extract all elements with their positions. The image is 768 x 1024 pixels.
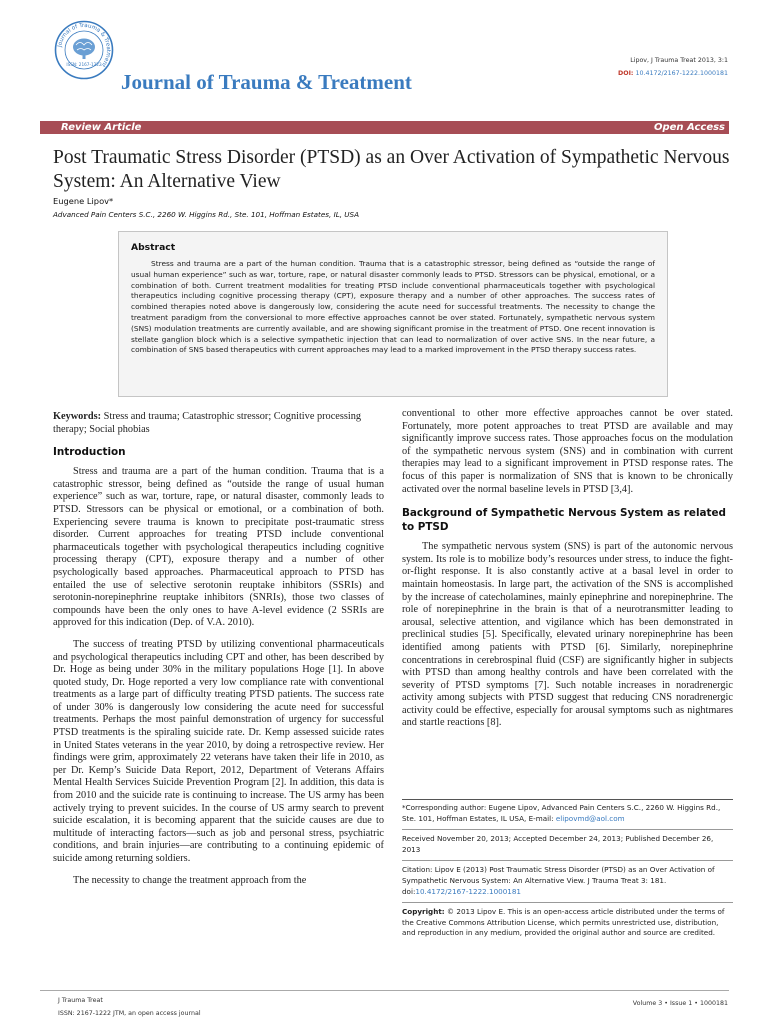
divider: [402, 829, 733, 830]
right-column: [402, 408, 733, 739]
citation-short: Lipov, J Trauma Treat 2013, 3:1: [630, 57, 728, 64]
footer-left: [58, 994, 201, 1020]
citation-doi-link[interactable]: 10.4172/2167-1222.1000181: [415, 886, 522, 896]
keywords: [53, 411, 384, 436]
abstract-heading: Abstract: [131, 242, 176, 253]
journal-title: Journal of Trauma & Treatment: [121, 70, 412, 94]
intro-paragraph-2: The success of treating PTSD by utilizing conventional pharmaceuticals and psychological therapeutics including CPT and other, has been described by Dr. Hoge as being under 30% in the military populations Hoge [1]. In above quoted study, Dr. Hoge reported a very low compliance rate with conventional treatments as a large part of difficulty treating PTSD patients. The success rate of under 30% is dangerously low considering the acute need for successful treatments. Perhaps the most painful demonstration of urgency for successful PTSD treatments is the spiraling suicide rate. Dr. Kemp assessed suicide rates in United States veterans in the year 2010, by doing a retrospective review. Her findings were grim, approximately 22 veterans have taken their life in 2010, as per Dr. Kemp’s Suicide Data Report, 2012, Department of Veterans Affairs Mental Health Services Suicide Prevention Program [2]. In addition, this data is from 2010 and the suicide rate is continuing to increase. The US army has been actively trying to prevent suicides. In the course of US army search to prevent suicide escalation, it is becoming apparent that the suicide causes are due to multitude of interacting factors—such as job and personal stress, psychiatric conditions, and brain injuries—are contributing to a continuing epidemic of suicide among returning soldiers.: [53, 638, 384, 864]
corresponding-author: *Corresponding author: Eugene Lipov, Advanced Pain Centers S.C., 2260 W. Higgins Rd., Ste. 101, Hoffman Estates, IL USA, E-mail: elipovmd@aol.com: [402, 803, 721, 823]
correspondence-box: [402, 799, 733, 944]
footer-issn: ISSN: 2167-1222 JTM, an open access journal: [58, 1010, 201, 1017]
logo-ring-text: Journal of Trauma & Treatment: [57, 22, 112, 68]
keywords-text: Stress and trauma; Catastrophic stressor; Cognitive processing therapy; Social phobias: [53, 411, 362, 435]
footer-divider: [40, 990, 729, 991]
keywords-label: Keywords:: [53, 411, 102, 422]
citation-block: Citation: Lipov E (2013) Post Traumatic Stress Disorder (PTSD) as an Over Activation of Sympathetic Nervous System: An Alternative View. J Trauma Treat 3: 181. doi:10.4172/2167-1222.1000181: [402, 865, 715, 896]
open-access-badge: Open Access: [653, 122, 725, 133]
article-meta: [618, 54, 728, 80]
divider: [402, 860, 733, 861]
article-type: Review Article: [61, 122, 142, 133]
author-affiliation: Advanced Pain Centers S.C., 2260 W. Higgins Rd., Ste. 101, Hoffman Estates, IL, USA: [53, 210, 360, 219]
footer-volume: Volume 3 • Issue 1 • 1000181: [632, 1000, 728, 1007]
doi-link[interactable]: 10.4172/2167-1222.1000181: [635, 70, 728, 77]
intro-paragraph-3-continued: conventional to other more effective approaches cannot be over stated. Fortunately, more potent approaches to treat PTSD are available and may significantly improve success rates. Those approaches focus on the modulation of the sympathetic nervous system (SNS) and in combination with current therapies may lead to a significant improvement in PTSD response rates. The focus of this paper is normalization of SNS that is known to be chronically activated over the normal baseline levels in PTSD [3,4].: [402, 408, 733, 495]
copyright-label: Copyright:: [402, 907, 445, 917]
author-name: Eugene Lipov*: [53, 196, 114, 206]
copyright-text: © 2013 Lipov E. This is an open-access article distributed under the terms of the Creative Commons Attribution License, which permits unrestricted use, distribution, and reproduction in any medium, provided the original author and source are credited.: [402, 907, 725, 938]
logo-issn: ISSN: 2167-1222: [66, 62, 102, 67]
intro-paragraph-1: Stress and trauma are a part of the human condition. Trauma that is a catastrophic stressor, being defined as “outside the range of usual human experience” such as war, torture, rape, or natural disaster, commonly leads to PTSD. Stressors can be physical or emotional, or a combination of both. Experiencing severe trauma is known to precipitate post-traumatic stress disorder. Current approaches for treating PTSD include conventional pharmaceuticals together with psychological therapeutics including cognitive processing therapy (CPT), exposure therapy and a number of other psychologically based approaches. Pharmaceutical approach to PTSD has entailed the use of selective serotonin reuptake inhibitors (SSRIs) and serotonin-norepinephrine reuptake inhibitors (SNRIs), those two classes of compounds have been the only ones to have A-level evidence (2 SSRIs are approved for this indication (Dep. of V.A. 2010).: [53, 466, 384, 629]
background-paragraph-1: The sympathetic nervous system (SNS) is part of the autonomic nervous system. Its role is to mobilize body’s resources under stress, to induce the fight-or-flight response. It is also constantly active at a basal level in order to maintain homeostasis. In large part, the activation of the SNS is accomplished by the increase of catecholamines, mainly epinephrine and norepinephrine. The role of norepinephrine in the brain is that of a neurotransmitter leading to arousal, selective attention, and vigilance which has been demonstrated in preclinical studies [5]. Specifically, elevated urinary norepinephrine has been identified among patients with PTSD [6]. Similarly, norepinephrine concentrations in cerebrospinal fluid (CSF) are significantly higher in subjects with PTSD than among healthy controls and have been correlated with the severity of PTSD symptoms [7]. Such notable increases in noradrenergic activity among subjects with PTSD suggest that reducing CNS noradrenergic activity could be effective, especially for arousal symptoms such as nightmares and startle reactions [8].: [402, 541, 733, 729]
introduction-heading: Introduction: [53, 446, 126, 459]
footer-journal: J Trauma Treat: [58, 997, 103, 1004]
doi-label: DOI:: [618, 70, 634, 77]
intro-paragraph-3: The necessity to change the treatment approach from the: [73, 874, 307, 886]
abstract-box: [118, 231, 668, 397]
left-column: [53, 411, 384, 896]
article-dates: Received November 20, 2013; Accepted December 24, 2013; Published December 26, 2013: [402, 834, 714, 854]
divider: [402, 902, 733, 903]
author-email-link[interactable]: elipovmd@aol.com: [555, 813, 625, 823]
abstract-text: Stress and trauma are a part of the human condition. Trauma that is a catastrophic stressor, being defined as “outside the range of usual human experience” such as war, torture, rape, or natural disaster commonly leads to PTSD. Stressors can be physical, emotional, or a combination of both. Current treatment modalities for treating PTSD include conventional pharmaceuticals together with psychological therapeutics including cognitive processing therapy (CPT), exposure therapy and a number of other approaches. The success rates of combined therapies noted above is dangerously low, considering the acute need for successful treatments. The necessity to change the treatment paradigm from the conversional to more effective approaches cannot be over stated. Fortunately, sympathetic nervous system (SNS) modulation treatments are currently available, and are showing significant promise in the treatment of PTSD. One recent innovation is stellate ganglion block which is a selective sympathetic injection that can lead to normalization of over active SNS. In the near future, a combination of SNS based therapeutics with current approaches may lead to a marked improvement in the PTSD therapy success rates.: [131, 259, 655, 355]
copyright-block: [402, 907, 733, 939]
paper-title: Post Traumatic Stress Disorder (PTSD) as an Over Activation of Sympathetic Nervous System: An Alternative View: [53, 147, 730, 192]
article-type-banner: [40, 121, 729, 134]
background-heading: Background of Sympathetic Nervous System as related to PTSD: [402, 507, 726, 534]
journal-logo: [54, 20, 114, 80]
